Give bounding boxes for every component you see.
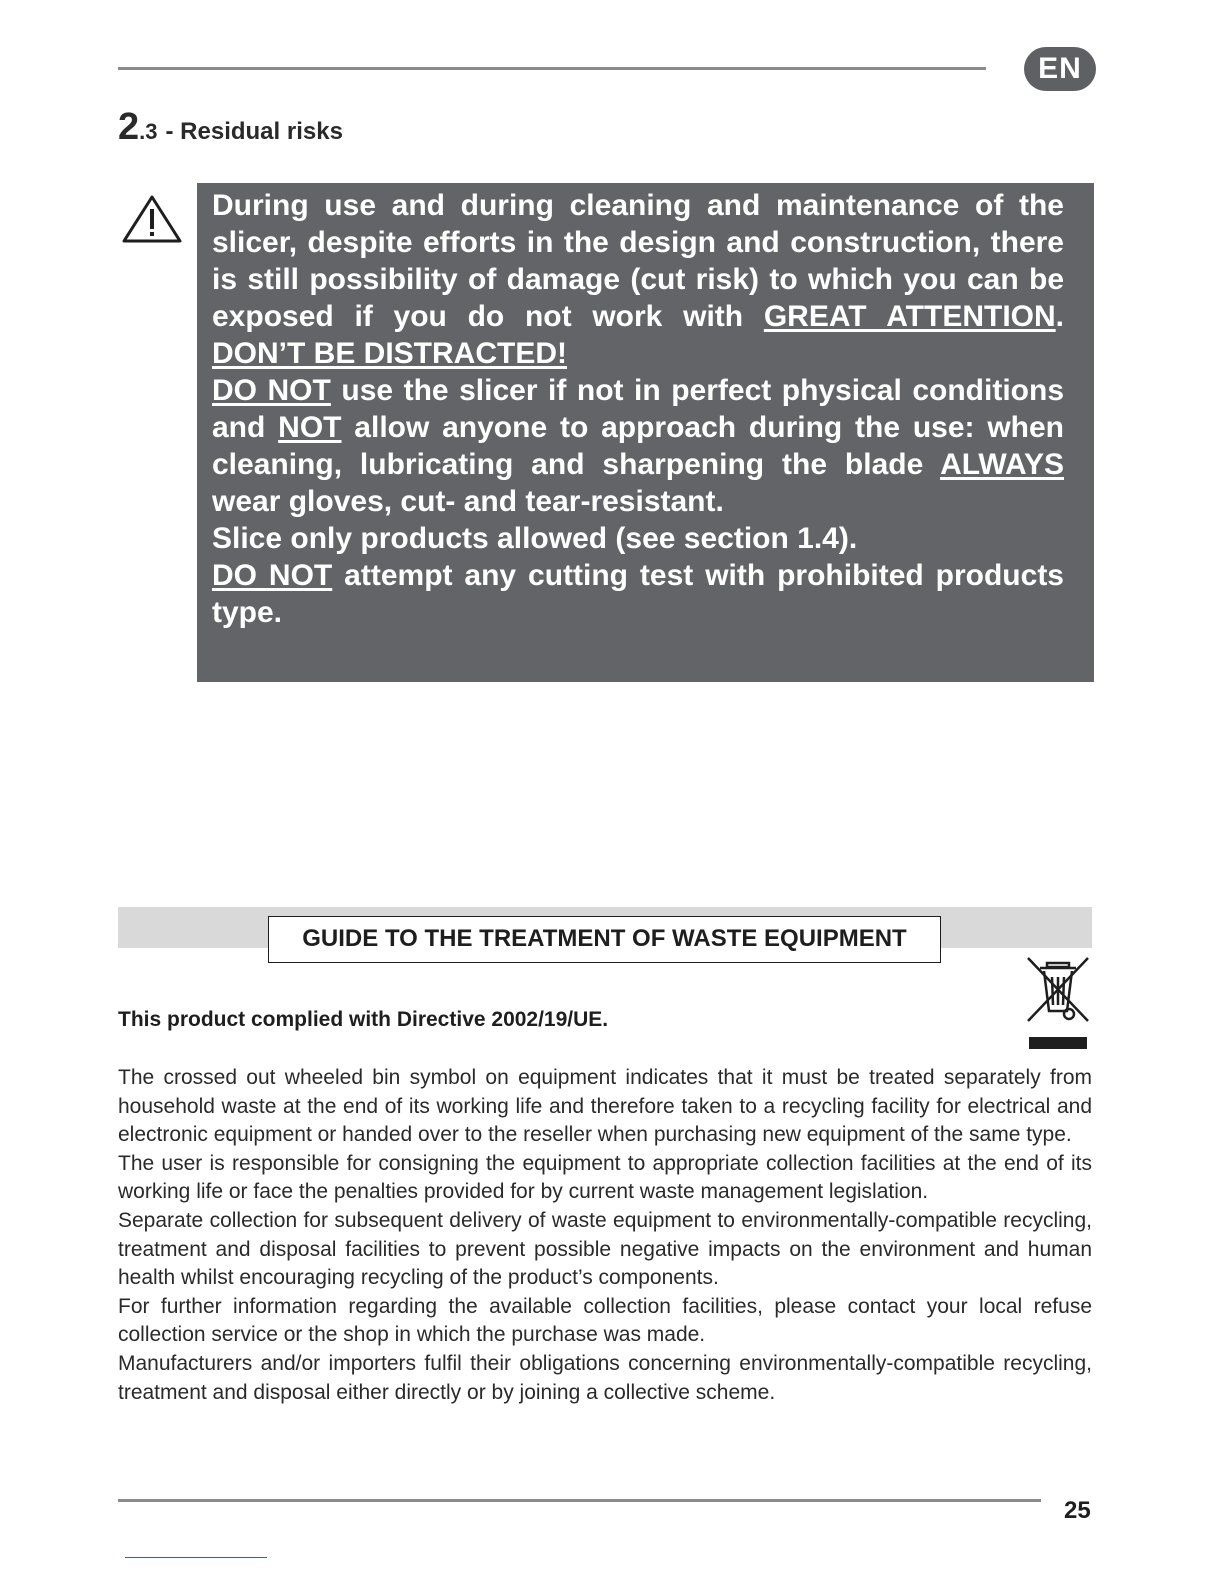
warning-emphasis: GREAT ATTENTION	[763, 300, 1056, 333]
crossed-wheeled-bin-icon	[1025, 955, 1091, 1051]
warning-paragraph	[212, 557, 1064, 631]
warning-text: wear gloves, cut- and tear-resistant.	[212, 485, 724, 518]
warning-paragraph: Slice only products allowed (see section 1.4).	[212, 522, 858, 555]
top-rule	[118, 67, 986, 70]
language-badge: EN	[1024, 47, 1096, 91]
warning-triangle-icon	[121, 194, 183, 244]
body-paragraph: For further information regarding the available collection facilities, please contact your local refuse collection service or the shop in which the purchase was made.	[118, 1294, 1092, 1347]
body-paragraph: Separate collection for subsequent delivery of waste equipment to environmentally-compatible recycling, treatment and disposal facilities to prevent possible negative impacts on the environment and human health whilst encouraging recycling of the product’s components.	[118, 1208, 1092, 1290]
warning-text: During use and during cleaning and maintenance of the slicer, despite efforts in the design and construction, there is still possibility of damage (cut risk) to which you can be exposed if you do not work with	[212, 189, 1064, 333]
warning-box	[197, 183, 1094, 682]
guide-title: GUIDE TO THE TREATMENT OF WASTE EQUIPMENT	[268, 916, 941, 963]
warning-emphasis: DON’T BE DISTRACTED!	[212, 337, 567, 370]
waste-guide-body	[118, 1064, 1092, 1407]
warning-paragraph	[212, 187, 1064, 372]
section-title	[118, 106, 343, 149]
section-number-minor: .3	[139, 119, 158, 144]
page-number: 25	[1064, 1497, 1091, 1524]
body-paragraph: The crossed out wheeled bin symbol on equipment indicates that it must be treated separately from household waste at the end of its working life and therefore taken to a recycling facility for electrical and electronic equipment or handed over to the reseller when purchasing new equipment of the same type.	[118, 1066, 1092, 1147]
warning-text: allow anyone to approach during the use: when cleaning, lubricating and sharpening the blade	[212, 411, 1065, 481]
warning-emphasis: NOT	[278, 411, 342, 444]
footer-line	[125, 1557, 267, 1558]
body-paragraph: The user is responsible for consigning the equipment to appropriate collection facilities at the end of its working life or face the penalties provided for by current waste management legislation.	[118, 1151, 1092, 1204]
directive-statement: This product complied with Directive 2002/19/UE.	[118, 1008, 609, 1031]
section-title-text: - Residual risks	[165, 118, 343, 145]
warning-text: use the slicer if not in perfect physical conditions and	[212, 374, 1065, 444]
section-number-major: 2	[118, 106, 140, 148]
warning-emphasis: DO NOT	[212, 374, 331, 407]
warning-emphasis: ALWAYS	[940, 448, 1064, 481]
warning-paragraph	[212, 372, 1064, 520]
warning-text: attempt any cutting test with prohibited products type.	[212, 559, 1064, 629]
bottom-rule	[118, 1499, 1041, 1502]
body-paragraph: Manufacturers and/or importers fulfil their obligations concerning environmentally-compatible recycling, treatment and disposal either directly or by joining a collective scheme.	[118, 1351, 1092, 1404]
warning-emphasis: DO NOT	[212, 559, 333, 592]
warning-text: .	[1055, 300, 1065, 333]
